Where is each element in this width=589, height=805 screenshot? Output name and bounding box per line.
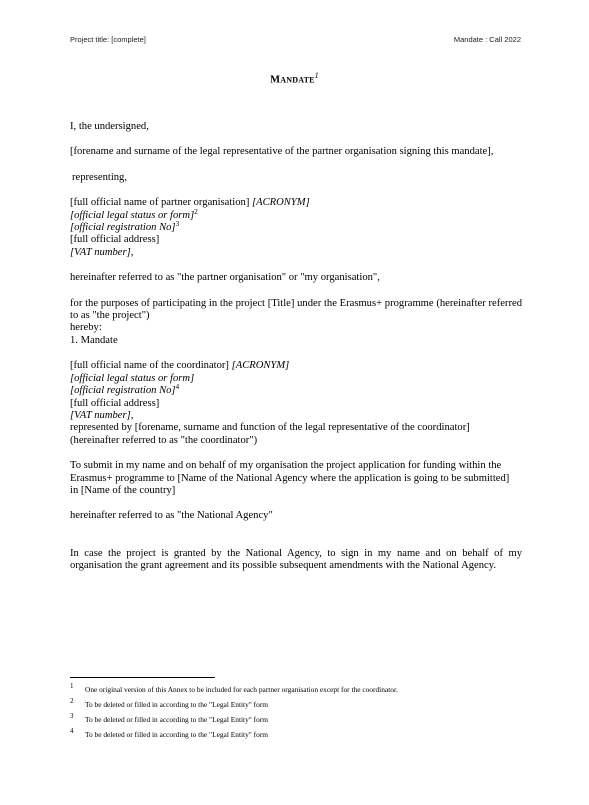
footnote-2 bbox=[70, 699, 530, 714]
coordinator-represented-by: represented by [forename, surname and function of the legal representative of the coordinator] bbox=[70, 422, 470, 434]
hereinafter-partner-line: hereinafter referred to as "the partner organisation" or "my organisation", bbox=[70, 272, 380, 284]
coordinator-acronym: [ACRONYM] bbox=[231, 360, 290, 372]
coordinator-name-line bbox=[70, 360, 522, 372]
purposes-paragraph: for the purposes of participating in the project [Title] under the Erasmus+ programme (hereinafter referred to as "the project") bbox=[70, 297, 522, 322]
footnote-text: To be deleted or filled in according to the "Legal Entity" form bbox=[85, 715, 269, 724]
partner-legal-status-line bbox=[70, 207, 522, 222]
footnote-text: To be deleted or filled in according to the "Legal Entity" form bbox=[85, 730, 269, 739]
partner-registration: [official registration No] bbox=[70, 222, 176, 234]
footnote-separator bbox=[70, 677, 215, 678]
document-body bbox=[70, 121, 522, 573]
coordinator-registration-line bbox=[70, 385, 522, 397]
mandate-item: 1. Mandate bbox=[70, 334, 118, 346]
partner-legal-status: [official legal status or form] bbox=[70, 209, 195, 221]
coordinator-legal-status: [official legal status or form] bbox=[70, 372, 195, 384]
footnote-number: 2 bbox=[70, 697, 74, 705]
hereinafter-na-line: hereinafter referred to as "the National Agency" bbox=[70, 510, 273, 522]
submit-paragraph: To submit in my name and on behalf of my organisation the project application for funding within the Erasmus+ programme to [Name of the National Agency where the application is going to be submitted] in [Name of the country] bbox=[70, 460, 510, 496]
footnote-ref-3: 3 bbox=[175, 220, 180, 229]
title-footnote-ref: 1 bbox=[314, 71, 319, 80]
footnote-3 bbox=[70, 714, 530, 729]
partner-acronym: [ACRONYM] bbox=[252, 197, 310, 209]
footnote-ref-2: 2 bbox=[194, 207, 198, 216]
footnote-number: 3 bbox=[70, 712, 74, 720]
undersigned-line: I, the undersigned, bbox=[70, 121, 149, 132]
partner-name: [full official name of partner organisation] bbox=[70, 197, 252, 209]
coordinator-registration: [official registration No] bbox=[70, 385, 176, 397]
footnotes bbox=[70, 684, 530, 744]
title-first-letter: M bbox=[270, 74, 281, 86]
partner-vat-line bbox=[70, 247, 522, 259]
title-rest: ANDATE bbox=[280, 75, 315, 85]
header-project-title: Project title: [complete] bbox=[70, 35, 146, 44]
header-call: Mandate : Call 2022 bbox=[453, 35, 521, 44]
partner-vat: [VAT number] bbox=[70, 246, 131, 258]
document-title bbox=[0, 71, 589, 85]
footnote-text: One original version of this Annex to be included for each partner organisation except for the coordinator. bbox=[85, 685, 398, 694]
granted-paragraph: In case the project is granted by the National Agency, to sign in my name and on behalf of my organisation the grant agreement and its possible subsequent amendments with the National Agency. bbox=[70, 547, 522, 572]
footnote-ref-4: 4 bbox=[175, 383, 180, 392]
hereby-line: hereby: bbox=[70, 322, 102, 334]
coordinator-hereinafter: (hereinafter referred to as "the coordinator") bbox=[70, 434, 258, 446]
partner-vat-suffix: , bbox=[130, 246, 134, 258]
legal-representative-line: [forename and surname of the legal representative of the partner organisation signing this mandate], bbox=[70, 146, 494, 158]
partner-details bbox=[70, 197, 522, 259]
coordinator-details bbox=[70, 360, 522, 447]
coordinator-vat-line bbox=[70, 410, 522, 422]
partner-address: [full official address] bbox=[70, 234, 160, 246]
footnote-1 bbox=[70, 684, 530, 699]
footnote-number: 4 bbox=[70, 727, 74, 735]
footnote-number: 1 bbox=[70, 682, 74, 690]
partner-name-line bbox=[70, 197, 522, 209]
footnote-4 bbox=[70, 729, 530, 744]
coordinator-address: [full official address] bbox=[70, 397, 160, 409]
coordinator-name: [full official name of the coordinator] bbox=[70, 360, 232, 372]
coordinator-vat-suffix: , bbox=[130, 409, 134, 421]
representing-line: representing, bbox=[72, 171, 128, 183]
footnote-text: To be deleted or filled in according to the "Legal Entity" form bbox=[85, 700, 269, 709]
coordinator-vat: [VAT number] bbox=[70, 409, 131, 421]
partner-registration-line bbox=[70, 222, 522, 234]
